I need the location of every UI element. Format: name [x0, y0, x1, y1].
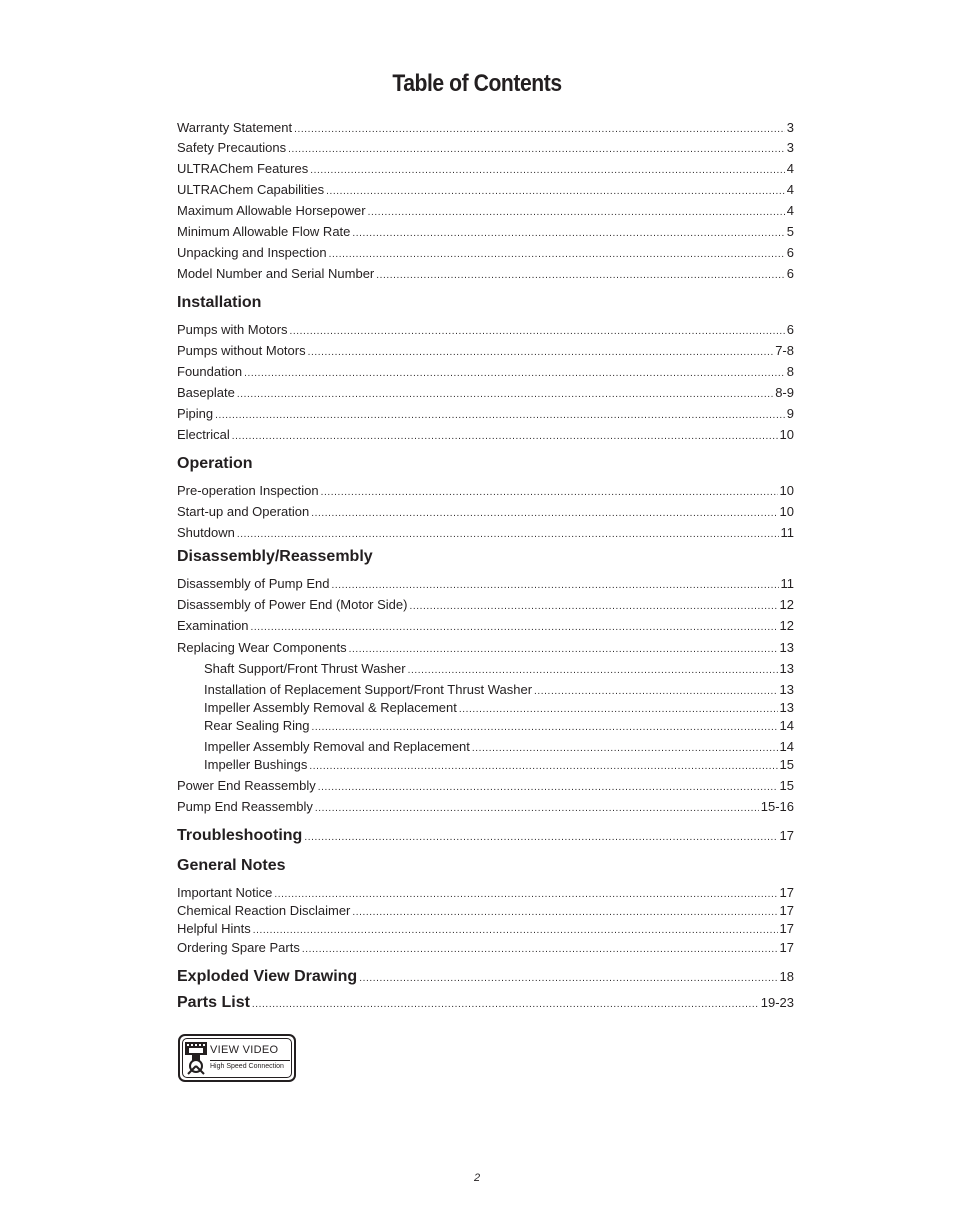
toc-entry-piping[interactable]: Piping ..... 9	[177, 406, 794, 422]
toc-entry-unpacking[interactable]: Unpacking and Inspection ..... 6	[177, 245, 794, 261]
toc-entry-max-horsepower[interactable]: Maximum Allowable Horsepower ..... 4	[177, 203, 794, 219]
film-camera-icon	[184, 1041, 208, 1075]
toc-subentry-installation-support[interactable]: Installation of Replacement Support/Front Thrust Washer ..... 13	[204, 682, 794, 698]
toc-entry-exploded-view[interactable]: Exploded View Drawing ..... 18	[177, 967, 794, 987]
toc-entry-parts-list[interactable]: Parts List ..... 19-23	[177, 993, 794, 1013]
toc-entry-chemical-disclaimer[interactable]: Chemical Reaction Disclaimer ..... 17	[177, 903, 794, 919]
toc-entry-electrical[interactable]: Electrical ..... 10	[177, 427, 794, 443]
toc-subentry-impeller-removal-amp[interactable]: Impeller Assembly Removal & Replacement ..... 13	[204, 700, 794, 716]
toc-subentry-impeller-removal-and[interactable]: Impeller Assembly Removal and Replacement ..... 14	[204, 739, 794, 755]
section-heading-general-notes: General Notes	[177, 857, 286, 874]
toc-subentry-rear-sealing-ring[interactable]: Rear Sealing Ring ..... 14	[204, 718, 794, 734]
toc-entry-model-serial[interactable]: Model Number and Serial Number ..... 6	[177, 266, 794, 282]
toc-subentry-shaft-support[interactable]: Shaft Support/Front Thrust Washer ..... 13	[204, 661, 794, 677]
toc-entry-safety[interactable]: Safety Precautions ..... 3	[177, 140, 794, 156]
section-heading-installation: Installation	[177, 294, 262, 311]
toc-entry-troubleshooting[interactable]: Troubleshooting ..... 17	[177, 826, 794, 846]
toc-entry-warranty[interactable]: Warranty Statement ..... 3	[177, 120, 794, 136]
toc-entry-helpful-hints[interactable]: Helpful Hints ..... 17	[177, 921, 794, 937]
toc-entry-startup[interactable]: Start-up and Operation ..... 10	[177, 504, 794, 520]
toc-entry-power-end-reassembly[interactable]: Power End Reassembly ..... 15	[177, 778, 794, 794]
toc-subentry-impeller-bushings[interactable]: Impeller Bushings ..... 15	[204, 757, 794, 773]
toc-entry-pump-end-reassembly[interactable]: Pump End Reassembly ..... 15-16	[177, 799, 794, 815]
toc-entry-pumps-without-motors[interactable]: Pumps without Motors ..... 7-8	[177, 343, 794, 359]
section-heading-operation: Operation	[177, 455, 253, 472]
toc-entry-foundation[interactable]: Foundation ..... 8	[177, 364, 794, 380]
toc-entry-ordering-spare-parts[interactable]: Ordering Spare Parts ..... 17	[177, 940, 794, 956]
page-number: 2	[473, 1172, 481, 1184]
toc-entry-disassembly-pump-end[interactable]: Disassembly of Pump End ..... 11	[177, 576, 794, 592]
view-video-button[interactable]: VIEW VIDEO High Speed Connection	[178, 1034, 296, 1082]
toc-entry-baseplate[interactable]: Baseplate ..... 8-9	[177, 385, 794, 401]
toc-entry-shutdown[interactable]: Shutdown ..... 11	[177, 525, 794, 541]
toc-entry-important-notice[interactable]: Important Notice ..... 17	[177, 885, 794, 901]
toc-entry-capabilities[interactable]: ULTRAChem Capabilities ..... 4	[177, 182, 794, 198]
toc-entry-disassembly-power-end[interactable]: Disassembly of Power End (Motor Side) ..... 12	[177, 597, 794, 613]
page-title: Table of Contents	[392, 70, 562, 97]
toc-entry-features[interactable]: ULTRAChem Features ..... 4	[177, 161, 794, 177]
toc-entry-pumps-with-motors[interactable]: Pumps with Motors ..... 6	[177, 322, 794, 338]
toc-entry-pre-operation[interactable]: Pre-operation Inspection ..... 10	[177, 483, 794, 499]
toc-entry-examination[interactable]: Examination ..... 12	[177, 618, 794, 634]
toc-entry-replacing-wear[interactable]: Replacing Wear Components ..... 13	[177, 640, 794, 656]
toc-entry-min-flow-rate[interactable]: Minimum Allowable Flow Rate ..... 5	[177, 224, 794, 240]
section-heading-disassembly: Disassembly/Reassembly	[177, 548, 373, 565]
